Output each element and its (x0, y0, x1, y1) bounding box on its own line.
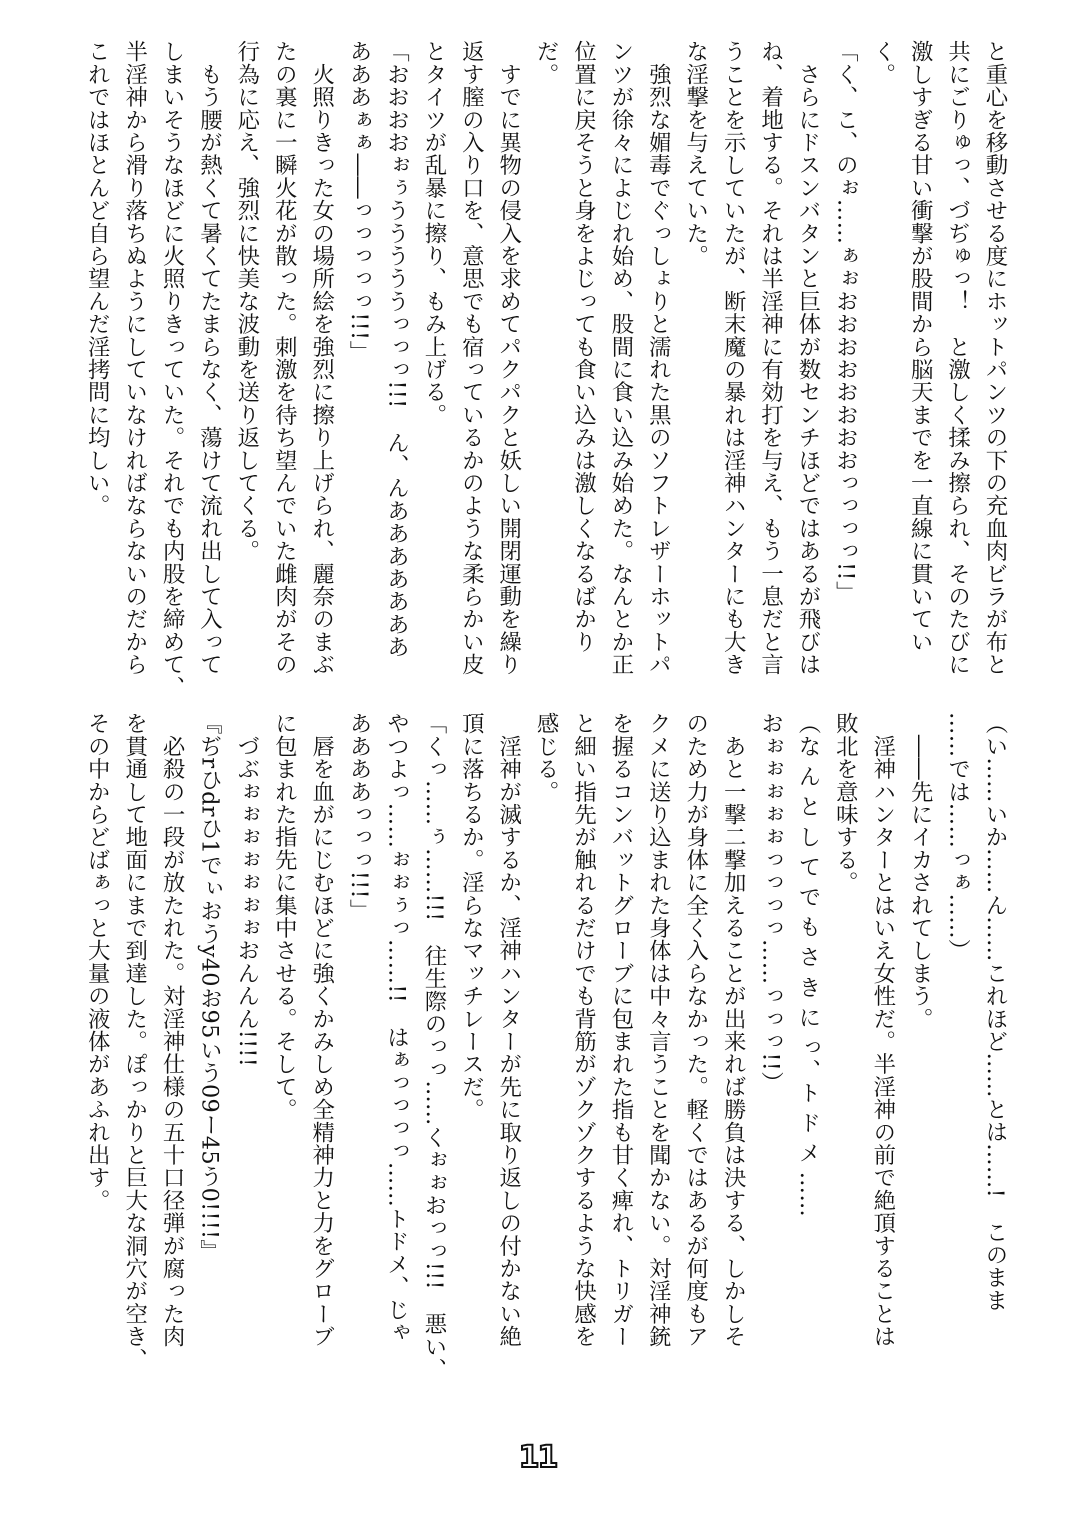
text-line: ね、着地する。それは半淫神に有効打を与え、もう一息だと言 (757, 40, 784, 676)
text-line: これではほとんど自ら望んだ淫拷問に均しい。 (84, 40, 111, 517)
text-line: すでに異物の侵入を求めてパクパクと妖しい開閉運動を繰り (495, 40, 522, 676)
text-line: 火照りきった女の場所絵を強烈に擦り上げられ、麗奈のまぶ (308, 40, 335, 676)
text-line: 位置に戻そうと身をよじっても食い込みは激しくなるばかり (570, 40, 597, 653)
text-line: クメに送り込まれた身体は中々言うことを聞かない。対淫神銃 (645, 712, 672, 1348)
page-number: 11 (518, 1440, 557, 1475)
text-line: を貫通して地面にまで到達した。ぽっかりと巨大な洞穴が空き、 (121, 712, 148, 1371)
text-line: 頂に落ちるか。淫らなマッチレースだ。 (458, 712, 485, 1121)
text-line: ――先にイカされてしまう。 (907, 712, 934, 1030)
text-line: に包まれた指先に集中させる。そして。 (271, 712, 298, 1121)
text-line: 唇を血がにじむほどに強くかみしめ全精神力と力をグローブ (308, 712, 335, 1348)
text-line: 強烈な媚毒でぐっしょりと濡れた黒のソフトレザーホットパ (645, 40, 672, 676)
text-line: な淫撃を与えていた。 (682, 40, 709, 267)
text-line: しまいそうなほどに火照りきっていた。それでも内股を締めて、 (159, 40, 186, 699)
text-line: 共にごりゅっ、づぢゅっ！ と激しく揉み擦られ、そのたびに (944, 40, 971, 676)
text-line: ……では……っぁ……） (944, 712, 971, 962)
text-line: と細い指先が触れるだけでも背筋がゾクゾクするような快感を (570, 712, 597, 1348)
text-line: 返す膣の入り口を、意思でも宿っているかのような柔らかい皮 (458, 40, 485, 676)
text-line: 行為に応え、強烈に快美な波動を送り返してくる。 (233, 40, 260, 563)
text-line: とタイツが乱暴に擦り、もみ上げる。 (420, 40, 447, 426)
text-line: 「く、こ、のぉ……ぁぉおおおおおおおおっっっっ!!」 (832, 40, 859, 604)
text-line: 感じる。 (533, 712, 560, 803)
text-line: さらにドスンバタンと巨体が数センチほどではあるが飛びは (794, 40, 821, 676)
text-line: もう腰が熱くて暑くてたまらなく、蕩けて流れ出して入って (196, 40, 223, 676)
text-line: やつよっ……ぉぉぅっ……!! はぁっっっっ……トドメ、じゃ (383, 712, 410, 1344)
text-line: ああああっっっ!!!」 (346, 712, 373, 922)
text-line: 「おおおおぉぅうううううっっっ!!! ん、んあああああああ (383, 40, 410, 659)
text-line: 半淫神から滑り落ちぬようにしていなければならないのだから (121, 40, 148, 676)
text-line: 敗北を意味する。 (832, 712, 859, 894)
text-line: のため力が身体に全く入らなかった。軽くではあるが何度もア (682, 712, 709, 1348)
text-line: を握るコンバットグローブに包まれた指も甘く痺れ、トリガー (607, 712, 634, 1348)
text-line: たの裏に一瞬火花が散った。刺激を待ち望んでいた雌肉がその (271, 40, 298, 676)
text-line: 淫神が滅するか、淫神ハンターが先に取り返しの付かない絶 (495, 712, 522, 1348)
text-line: （い……いか……ん……これほど……とは……! このまま (982, 712, 1008, 1312)
text-line: 激しすぎる甘い衝撃が股間から脳天までを一直線に貫いてい (907, 40, 934, 653)
text-line: 『ぢrひdrひ1でぃおうy40お95いう09ー45う0!!!!』 (196, 712, 223, 1263)
text-line: その中からどばぁっと大量の液体があふれ出す。 (84, 712, 111, 1212)
text-block-top (78, 40, 1013, 700)
text-line: 淫神ハンターとはいえ女性だ。半淫神の前で絶頂することは (869, 712, 896, 1348)
text-line: づぶぉぉぉぉぉぉぉおんんん!!!! (233, 712, 260, 1067)
text-line: うことを示していたが、断末魔の暴れは淫神ハンターにも大き (720, 40, 747, 676)
text-line: だ。 (533, 40, 560, 86)
text-line: く。 (869, 40, 896, 86)
text-line: 「くっ……ぅ……!!! 往生際のっっ……くぉぉおっっ!!! 悪い、 (420, 712, 447, 1381)
text-line: と重心を移動させる度にホットパンツの下の充血肉ビラが布と (982, 40, 1008, 676)
text-line: おぉぉぉぉぉっっっっ……っっっ!!） (757, 712, 784, 1094)
text-line: 必殺の一段が放たれた。対淫神仕様の五十口径弾が腐った肉 (159, 712, 186, 1348)
text-line: あと一撃二撃加えることが出来れば勝負は決する、しかしそ (720, 712, 747, 1348)
text-line: ンツが徐々によじれ始め、股間に食い込み始めた。なんとか正 (607, 40, 634, 676)
text-line: あああぁぁ――っっっっっ!!!」 (346, 40, 373, 363)
text-line: （な ん と し て で も さ き に っ、ト ド メ …… (794, 712, 821, 1218)
text-block-bottom (78, 712, 1013, 1381)
